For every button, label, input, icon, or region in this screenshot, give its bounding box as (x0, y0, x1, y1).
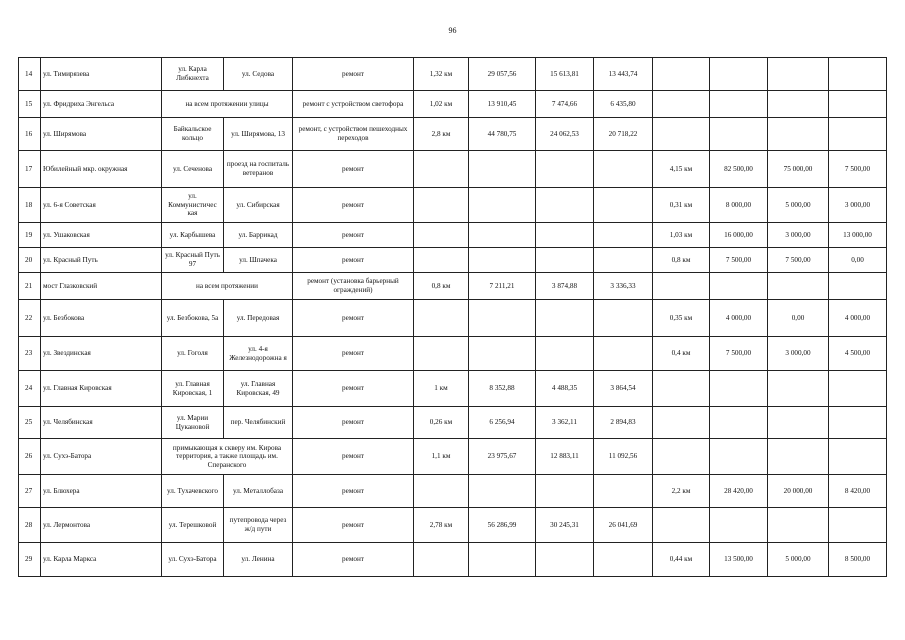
table-row (19, 248, 887, 273)
length-a-cell (414, 300, 469, 337)
part-b2-cell: 8 420,00 (829, 475, 887, 508)
part-a1-cell (536, 248, 594, 273)
from-point-cell: ул. Карбышева (162, 223, 224, 248)
from-point-cell: ул. Гоголя (162, 337, 224, 371)
total-a-cell: 6 256,94 (469, 407, 536, 439)
table-row (19, 475, 887, 508)
length-b-cell (653, 58, 710, 91)
length-a-cell: 1,32 км (414, 58, 469, 91)
part-a1-cell (536, 188, 594, 223)
part-b2-cell: 7 500,00 (829, 151, 887, 188)
table-row (19, 223, 887, 248)
part-a1-cell (536, 223, 594, 248)
table-row (19, 151, 887, 188)
work-type-cell: ремонт (293, 58, 414, 91)
from-point-cell: ул. Главная Кировская, 1 (162, 371, 224, 407)
part-a1-cell (536, 337, 594, 371)
total-b-cell (710, 118, 768, 151)
total-a-cell: 56 286,99 (469, 508, 536, 543)
part-b1-cell (768, 407, 829, 439)
to-point-cell: ул. Баррикад (224, 223, 293, 248)
length-a-cell: 1,02 км (414, 91, 469, 118)
from-point-cell: ул. Марии Цукановой (162, 407, 224, 439)
total-b-cell: 28 420,00 (710, 475, 768, 508)
length-b-cell (653, 407, 710, 439)
total-b-cell (710, 91, 768, 118)
from-point-cell: ул. Коммунистичес кая (162, 188, 224, 223)
row-number-cell: 19 (19, 223, 41, 248)
work-type-cell: ремонт (293, 371, 414, 407)
table-row (19, 508, 887, 543)
work-type-cell: ремонт (293, 439, 414, 475)
total-b-cell (710, 407, 768, 439)
part-a1-cell: 15 613,81 (536, 58, 594, 91)
part-a2-cell (594, 151, 653, 188)
part-b2-cell: 4 000,00 (829, 300, 887, 337)
length-a-cell: 2,8 км (414, 118, 469, 151)
street-name-cell: ул. Звездинская (41, 337, 162, 371)
extent-cell: на всем протяжении (162, 273, 293, 300)
length-b-cell: 4,15 км (653, 151, 710, 188)
from-point-cell: ул. Тухачевского (162, 475, 224, 508)
to-point-cell: пер. Челябинский (224, 407, 293, 439)
length-b-cell: 2,2 км (653, 475, 710, 508)
part-b1-cell (768, 508, 829, 543)
part-a2-cell (594, 188, 653, 223)
total-a-cell: 29 057,56 (469, 58, 536, 91)
from-point-cell: Байкальское кольцо (162, 118, 224, 151)
table-row (19, 188, 887, 223)
part-a1-cell: 4 488,35 (536, 371, 594, 407)
row-number-cell: 17 (19, 151, 41, 188)
work-type-cell: ремонт (293, 337, 414, 371)
part-a2-cell (594, 300, 653, 337)
length-a-cell: 1 км (414, 371, 469, 407)
part-b1-cell (768, 118, 829, 151)
part-b1-cell: 5 000,00 (768, 188, 829, 223)
row-number-cell: 22 (19, 300, 41, 337)
part-b2-cell: 13 000,00 (829, 223, 887, 248)
street-name-cell: ул. Главная Кировская (41, 371, 162, 407)
total-a-cell (469, 223, 536, 248)
to-point-cell: ул. Седова (224, 58, 293, 91)
street-name-cell: ул. Красный Путь (41, 248, 162, 273)
table-row (19, 337, 887, 371)
work-type-cell: ремонт (293, 543, 414, 577)
total-b-cell (710, 439, 768, 475)
total-b-cell (710, 58, 768, 91)
part-a1-cell (536, 543, 594, 577)
total-a-cell (469, 248, 536, 273)
part-b2-cell (829, 91, 887, 118)
table-row (19, 300, 887, 337)
to-point-cell: проезд на госпиталь ветеранов (224, 151, 293, 188)
length-b-cell (653, 439, 710, 475)
part-b2-cell (829, 273, 887, 300)
total-b-cell (710, 371, 768, 407)
part-b2-cell (829, 508, 887, 543)
to-point-cell: ул. 4-я Железнодорожна я (224, 337, 293, 371)
to-point-cell: ул. Сибирская (224, 188, 293, 223)
to-point-cell: ул. Главная Кировская, 49 (224, 371, 293, 407)
part-a2-cell (594, 337, 653, 371)
length-b-cell (653, 91, 710, 118)
length-a-cell (414, 543, 469, 577)
street-name-cell: мост Глазковский (41, 273, 162, 300)
street-name-cell: ул. Сухэ-Батора (41, 439, 162, 475)
to-point-cell: путепровода через ж/д пути (224, 508, 293, 543)
part-b1-cell (768, 439, 829, 475)
length-a-cell (414, 475, 469, 508)
part-a1-cell: 3 874,88 (536, 273, 594, 300)
work-type-cell: ремонт (293, 151, 414, 188)
extent-cell: примыкающая к скверу им. Кирова территория, а также площадь им. Сперанского (162, 439, 293, 475)
row-number-cell: 14 (19, 58, 41, 91)
part-b1-cell: 3 000,00 (768, 337, 829, 371)
part-b1-cell: 75 000,00 (768, 151, 829, 188)
to-point-cell: ул. Передовая (224, 300, 293, 337)
part-a2-cell: 20 718,22 (594, 118, 653, 151)
part-b1-cell (768, 58, 829, 91)
part-b1-cell: 0,00 (768, 300, 829, 337)
length-a-cell: 0,8 км (414, 273, 469, 300)
to-point-cell: ул. Шпачека (224, 248, 293, 273)
to-point-cell: ул. Ширямова, 13 (224, 118, 293, 151)
row-number-cell: 24 (19, 371, 41, 407)
total-b-cell: 13 500,00 (710, 543, 768, 577)
part-b2-cell: 0,00 (829, 248, 887, 273)
part-b2-cell (829, 407, 887, 439)
to-point-cell: ул. Ленина (224, 543, 293, 577)
part-a2-cell (594, 543, 653, 577)
work-type-cell: ремонт (293, 248, 414, 273)
work-type-cell: ремонт (293, 188, 414, 223)
work-type-cell: ремонт (293, 223, 414, 248)
total-b-cell (710, 273, 768, 300)
table-row (19, 91, 887, 118)
street-name-cell: ул. Челябинская (41, 407, 162, 439)
part-b2-cell (829, 118, 887, 151)
from-point-cell: ул. Терешковой (162, 508, 224, 543)
total-b-cell: 7 500,00 (710, 337, 768, 371)
table-row (19, 407, 887, 439)
street-name-cell: ул. Ширямова (41, 118, 162, 151)
total-a-cell: 8 352,88 (469, 371, 536, 407)
total-a-cell: 23 975,67 (469, 439, 536, 475)
part-a2-cell: 3 336,33 (594, 273, 653, 300)
row-number-cell: 27 (19, 475, 41, 508)
row-number-cell: 23 (19, 337, 41, 371)
part-b2-cell: 8 500,00 (829, 543, 887, 577)
extent-cell: на всем протяжении улицы (162, 91, 293, 118)
length-a-cell: 1,1 км (414, 439, 469, 475)
work-type-cell: ремонт (293, 475, 414, 508)
part-b1-cell: 5 000,00 (768, 543, 829, 577)
street-name-cell: ул. Блюхера (41, 475, 162, 508)
street-name-cell: ул. Карла Маркса (41, 543, 162, 577)
length-a-cell (414, 188, 469, 223)
part-a1-cell: 24 062,53 (536, 118, 594, 151)
length-a-cell (414, 223, 469, 248)
total-b-cell: 16 000,00 (710, 223, 768, 248)
table-row (19, 439, 887, 475)
from-point-cell: ул. Сеченова (162, 151, 224, 188)
part-b1-cell (768, 273, 829, 300)
street-name-cell: ул. Безбокова (41, 300, 162, 337)
part-a1-cell: 30 245,31 (536, 508, 594, 543)
row-number-cell: 20 (19, 248, 41, 273)
from-point-cell: ул. Сухэ-Батора (162, 543, 224, 577)
row-number-cell: 29 (19, 543, 41, 577)
street-name-cell: ул. Фридриха Энгельса (41, 91, 162, 118)
part-b1-cell: 7 500,00 (768, 248, 829, 273)
part-b2-cell (829, 371, 887, 407)
part-a2-cell: 3 864,54 (594, 371, 653, 407)
part-a1-cell: 3 362,11 (536, 407, 594, 439)
length-b-cell (653, 508, 710, 543)
length-b-cell (653, 118, 710, 151)
from-point-cell: ул. Безбокова, 5а (162, 300, 224, 337)
work-type-cell: ремонт (293, 407, 414, 439)
length-b-cell: 0,4 км (653, 337, 710, 371)
table-row (19, 58, 887, 91)
part-a1-cell (536, 151, 594, 188)
part-b2-cell: 3 000,00 (829, 188, 887, 223)
row-number-cell: 26 (19, 439, 41, 475)
length-b-cell (653, 273, 710, 300)
length-a-cell (414, 337, 469, 371)
table-row (19, 543, 887, 577)
length-a-cell (414, 248, 469, 273)
total-a-cell (469, 475, 536, 508)
street-name-cell: ул. Ушаковская (41, 223, 162, 248)
work-type-cell: ремонт (293, 300, 414, 337)
length-a-cell (414, 151, 469, 188)
total-a-cell (469, 543, 536, 577)
total-a-cell: 44 780,75 (469, 118, 536, 151)
part-a1-cell: 12 883,11 (536, 439, 594, 475)
total-a-cell (469, 300, 536, 337)
length-b-cell (653, 371, 710, 407)
row-number-cell: 18 (19, 188, 41, 223)
table-row (19, 371, 887, 407)
total-b-cell: 82 500,00 (710, 151, 768, 188)
total-b-cell: 8 000,00 (710, 188, 768, 223)
total-b-cell (710, 508, 768, 543)
part-b2-cell: 4 500,00 (829, 337, 887, 371)
street-name-cell: Юбилейный мкр. окружная (41, 151, 162, 188)
part-a1-cell: 7 474,66 (536, 91, 594, 118)
row-number-cell: 25 (19, 407, 41, 439)
total-a-cell (469, 151, 536, 188)
work-type-cell: ремонт с устройством светофора (293, 91, 414, 118)
work-type-cell: ремонт, с устройством пешеходных переходов (293, 118, 414, 151)
road-repair-table (18, 57, 887, 577)
part-a2-cell: 11 092,56 (594, 439, 653, 475)
part-a1-cell (536, 475, 594, 508)
part-a2-cell: 26 041,69 (594, 508, 653, 543)
length-b-cell: 0,8 км (653, 248, 710, 273)
part-b2-cell (829, 439, 887, 475)
row-number-cell: 21 (19, 273, 41, 300)
table-row (19, 273, 887, 300)
part-a2-cell (594, 223, 653, 248)
table-row (19, 118, 887, 151)
part-b2-cell (829, 58, 887, 91)
street-name-cell: ул. 6-я Советская (41, 188, 162, 223)
part-a2-cell: 6 435,80 (594, 91, 653, 118)
total-b-cell: 4 000,00 (710, 300, 768, 337)
total-a-cell: 7 211,21 (469, 273, 536, 300)
part-b1-cell (768, 91, 829, 118)
total-a-cell (469, 337, 536, 371)
work-type-cell: ремонт (установка барьерный ограждений) (293, 273, 414, 300)
street-name-cell: ул. Тимирязева (41, 58, 162, 91)
row-number-cell: 15 (19, 91, 41, 118)
total-b-cell: 7 500,00 (710, 248, 768, 273)
part-b1-cell (768, 371, 829, 407)
from-point-cell: ул. Красный Путь 97 (162, 248, 224, 273)
part-a2-cell (594, 475, 653, 508)
part-b1-cell: 20 000,00 (768, 475, 829, 508)
to-point-cell: ул. Металлобаза (224, 475, 293, 508)
total-a-cell (469, 188, 536, 223)
work-type-cell: ремонт (293, 508, 414, 543)
from-point-cell: ул. Карла Либкнехта (162, 58, 224, 91)
page-number: 96 (448, 26, 457, 35)
length-b-cell: 0,44 км (653, 543, 710, 577)
part-a2-cell: 2 894,83 (594, 407, 653, 439)
street-name-cell: ул. Лермонтова (41, 508, 162, 543)
part-a1-cell (536, 300, 594, 337)
length-a-cell: 2,78 км (414, 508, 469, 543)
length-b-cell: 0,31 км (653, 188, 710, 223)
length-b-cell: 0,35 км (653, 300, 710, 337)
total-a-cell: 13 910,45 (469, 91, 536, 118)
row-number-cell: 16 (19, 118, 41, 151)
part-a2-cell: 13 443,74 (594, 58, 653, 91)
length-a-cell: 0,26 км (414, 407, 469, 439)
row-number-cell: 28 (19, 508, 41, 543)
length-b-cell: 1,03 км (653, 223, 710, 248)
part-a2-cell (594, 248, 653, 273)
part-b1-cell: 3 000,00 (768, 223, 829, 248)
